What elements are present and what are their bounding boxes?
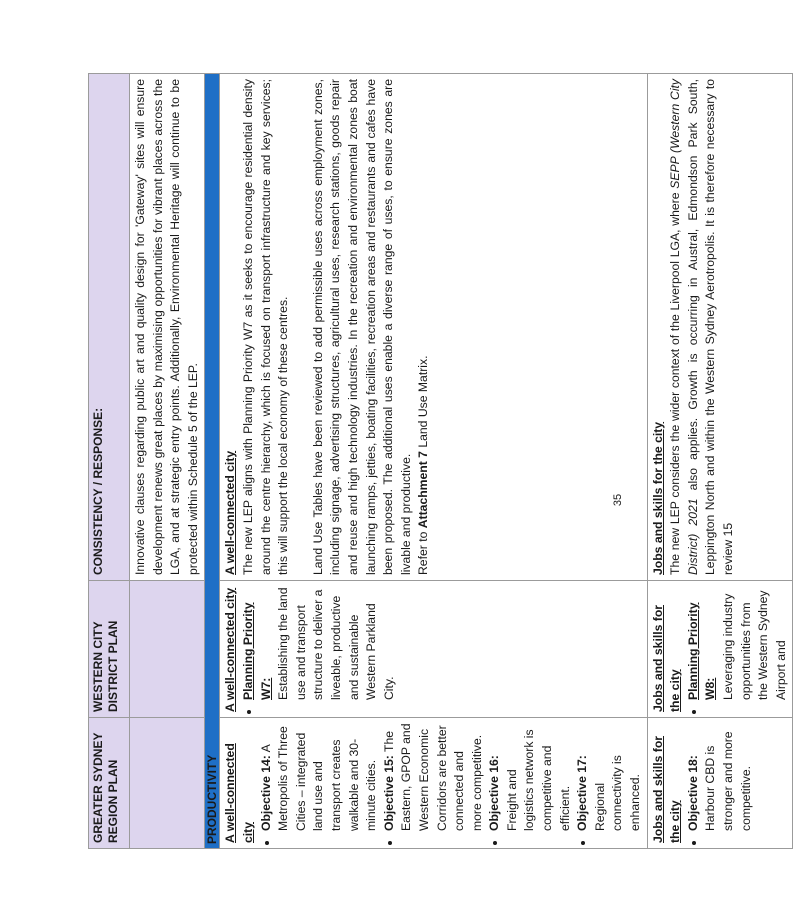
region-cell: [647, 718, 793, 849]
priority-title: • Planning Priority W8:: [685, 602, 718, 700]
page-number: 35: [612, 493, 624, 507]
objective-text: The Eastern, GPOP and Western Economic Corridors are better connected and more competitive.: [381, 723, 484, 831]
header-region-plan: GREATER SYDNEY REGION PLAN: [89, 718, 130, 849]
response-paragraph: Land Use Tables have been reviewed to add permissible uses across employment zones, including signage, advertising structures, agricultural uses, research stations, goods repair and reuse and high technology industries. In the recreation and environmental zones boat launching ramps, jetties, boating facilities, recreation areas and restaurants and cafes have been proposed. The additional uses enable a diverse range of uses, to ensure zones are livable and productive.: [310, 79, 413, 575]
objective-item: [381, 723, 487, 831]
intro-region-cell: [130, 718, 205, 849]
table-header-row: [89, 74, 130, 849]
response-cell: [647, 74, 793, 581]
objective-label: Objective 18:: [685, 755, 700, 831]
region-objectives: [258, 723, 645, 843]
intro-response-cell: Innovative clauses regarding public art and quality design for 'Gateway' sites will ensure development renews great places by maximising opportunities for vibrant places across the LGA, and at strategic entry points. Additionally, Environmental Heritage will continue to be protected within Schedule 5 of the LEP.: [130, 74, 205, 581]
response-text: The new LEP considers the wider context of the Liverpool LGA, where: [668, 188, 683, 575]
sepp-reference: SEPP (Western City District) 2021: [668, 78, 700, 575]
reference-suffix: Land Use Matrix.: [416, 355, 431, 452]
district-priorities: [240, 586, 398, 712]
objective-label: Objective 14:: [258, 755, 273, 831]
section-title: PRODUCTIVITY: [205, 74, 220, 849]
objective-text: Regional connectivity is enhanced.: [592, 755, 643, 831]
objective-text: Harbour CBD is stronger and more competitive.: [703, 731, 753, 831]
reference-prefix: Refer to: [416, 528, 431, 575]
region-cell: [220, 718, 647, 849]
district-heading: Jobs and skills for the city: [650, 604, 683, 712]
priority-text: Establishing the land use and transport structure to deliver a liveable, productive and sustainable Western Parkland City.: [276, 587, 396, 700]
response-text: also applies. Growth is occurring in Austral, Edmondson Park South, Leppington North and within the Western Sydney Aerotropolis. It is therefore necessary to review 15: [685, 79, 735, 575]
section-row: [205, 74, 220, 849]
response-heading: A well-connected city: [223, 450, 238, 575]
priority-title: • Planning Priority W7:: [240, 602, 273, 700]
region-objectives: [685, 723, 755, 843]
response-paragraph: [667, 79, 737, 575]
response-reference: [415, 79, 433, 575]
district-priorities: [685, 586, 791, 712]
response-cell: [220, 74, 647, 581]
objective-label: Objective 17:: [575, 755, 590, 831]
objective-label: Objective 15:: [381, 755, 396, 831]
district-heading: A well-connected city: [223, 587, 238, 712]
objective-label: Objective 16:: [487, 755, 502, 831]
priority-item: [240, 586, 398, 700]
objective-item: [486, 723, 574, 831]
intro-district-cell: [130, 581, 205, 718]
region-heading: A well-connected city: [223, 743, 255, 843]
objective-text: A Metropolis of Three Cities – integrated land use and transport creates walkable and 30-minute cities.: [258, 726, 379, 831]
objective-item: [258, 723, 381, 831]
header-consistency-response: CONSISTENCY / RESPONSE:: [89, 74, 130, 581]
district-cell: [220, 581, 647, 718]
plan-consistency-table: [88, 73, 793, 849]
objective-item: [685, 723, 755, 831]
intro-row: [130, 74, 205, 849]
response-paragraph: The new LEP aligns with Planning Priority W7 as it seeks to encourage residential density around the centre hierarchy, which is focused on transport infrastructure and key services; this will support the local economy of these centres.: [240, 79, 291, 575]
header-district-plan: WESTERN CITY DISTRICT PLAN: [89, 581, 130, 718]
table-row: [647, 74, 793, 849]
district-cell: [647, 581, 793, 718]
attachment-link: Attachment 7: [416, 451, 431, 529]
priority-text: Leveraging industry opportunities from the Western Sydney Airport and: [721, 590, 788, 700]
priority-item: [685, 586, 791, 700]
response-heading: Jobs and skills for the city: [650, 421, 665, 575]
objective-item: [574, 723, 644, 831]
region-heading: Jobs and skills for the city: [650, 735, 683, 843]
table-row: [220, 74, 647, 849]
objective-text: Freight and logistics network is competitive and efficient.: [504, 729, 572, 831]
